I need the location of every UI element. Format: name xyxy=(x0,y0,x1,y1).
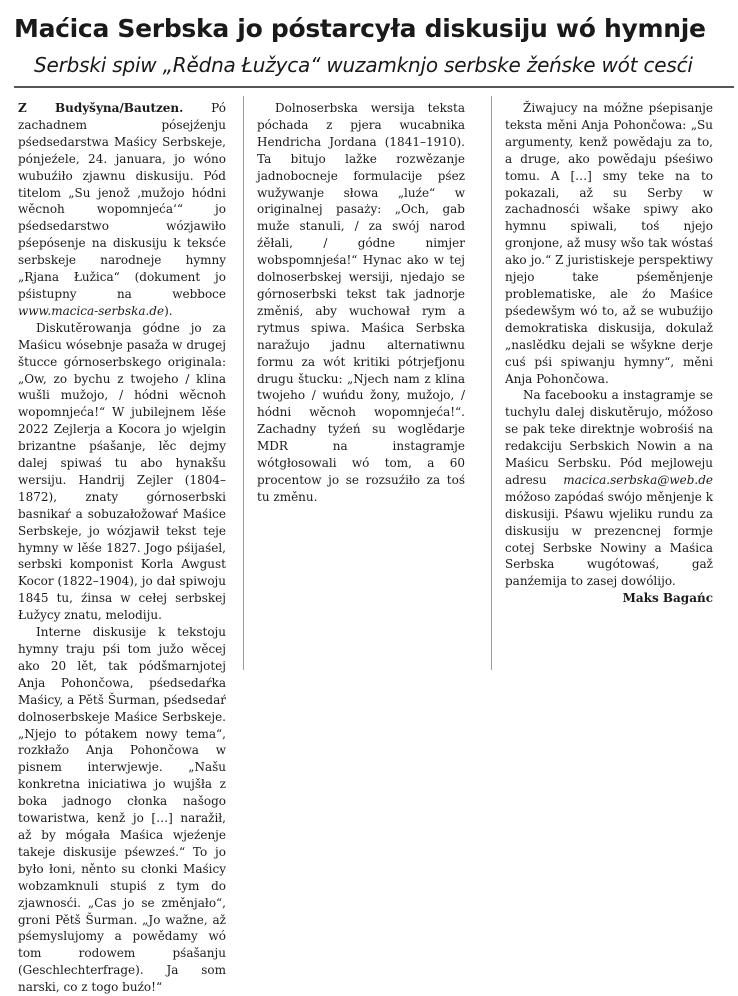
article-subheadline: Serbski spiw „Rědna Łužyca“ wuzamknjo serbske žeńske wót cesći xyxy=(34,53,693,77)
paragraph-6 xyxy=(505,387,713,606)
paragraph-intro-end: ). xyxy=(164,303,173,318)
column-1 xyxy=(18,100,226,995)
header-divider xyxy=(14,86,734,88)
paragraph-2: Diskutěrowanja gódne jo za Maśicu wósebnje pasaža w drugej štucce górnoserbskego originala: „Ow, zo bychu z twojeho / klina wušli mužojo, / hódni wěcnoh wopomnjeća!“ W jubilejnem lěśe 2022 Zejlerja a Kocora jo wjelgin brizantne pśašanje, lěc dejmy dalej spiwaś tu abo hynakšu wersiju. Handrij Zejler (1804–1872), znaty górnoserbski basnikaŕ a sobuzałožowaŕ Maśice Serbskeje, jo wózjawił tekst teje hymny w lěśe 1827. Jogo pśijaśel, serbski komponist Korla Awgust Kocor (1822–1904), jo dał spiwoju 1845 tu, źinsa w cełej serbskej Łužycy znatu, melodiju. xyxy=(18,320,226,623)
paragraph-4: Dolnoserbska wersija teksta póchada z pjera wucabnika Hendricha Jordana (1841–1910). Ta bitujo lažke rozwězanje jadnobocneje formulacije pśez wužywanje słowa „luźe“ w originalnej pasaży: „Och, gab muže stanuli, / za swój narod źěłali, / gódne nimjer wobspomnjeśa!“ Hynac ako w tej dolnoserbskej wersiji, njedajo se górnoserbski tekst tak jadnorje změniś, aby wuchował rym a rytmus spiwa. Maśica Serbska naražujo jadnu alternatiwnu formu za wót kritiki pótrjefjonu drugu štucku: „Njech nam z klina twojeho / wuńdu žony, mužojo, / hódni wěcnoh wopomnjeća!“. Zachadny tyźeń su woglědarje MDR na instagramje wótgłosowali wó tom, a 60 procentow jo se rozsuźiło za toś tu změnu. xyxy=(257,101,465,504)
paragraph-6-end: móžoso zapódaś swójo měnjenje k diskusiji. Pśawu wjeliku rundu za diskusiju w prezencnej formje cotej Serbske Nowiny a Maśica Serbska wugótowaś, gaž panźemija to zasej dowólijo. xyxy=(505,489,713,589)
column-separator xyxy=(243,96,244,670)
paragraph-intro xyxy=(18,100,226,320)
paragraph-intro-text: Pó zachadnem pósejźenju pśedsedarstwa Maśicy Serbskeje, pónjeźele, 24. januara, jo wóno wubuźiło zjawnu diskusiju. Pód titelom „Su jenož ‚mužojo hódni wěcnoh wopomnjeća‘“ jo pśedsedarstwo wózjawiło pśepósenje na diskusiju k teksće serbskeje narodneje hymny „Rjana Łužica“ (dokument jo pśistupny na webboce xyxy=(18,101,226,301)
author-byline: Maks Bagańc xyxy=(622,591,713,606)
website-link[interactable]: www.macica-serbska.de xyxy=(18,303,165,318)
email-link[interactable]: macica.serbska@web.de xyxy=(563,472,713,487)
paragraph-3: Interne diskusije k tekstoju hymny traju pśi tom južo wěcej ako 20 lět, tak pódšmarnjotej Anja Pohončowa, pśedsedaŕka Maśicy, a Pětš Šurman, pśedsedaŕ dolnoserbskeje Maśice Serbskeje. „Njejo to pótakem nowy tema“, rozkłažo Anja Pohončowa w pisnem interwjewje. „Našu konkretna iniciatiwa jo wujšła z boka jadnogo cłonka našogo towaristwa, kenž jo […] naražił, až by mógała Maśica wjeźenje takeje diskusije pśewześ.“ To jo było łoni, něnto su cłonki Maśicy wobzamknuli stupiś z tym do zjawnosći. „Cas jo se změnjało“, groni Pětš Šurman. „Jo wažne, až pśemyslujomy a powědamy wó tom rodowem pśašanju (Geschlechterfrage). Ja som narski, co z togo buźo!“ xyxy=(18,625,226,995)
article-headline: Maćica Serbska jo póstarcyła diskusiju wó hymnje xyxy=(14,14,706,43)
paragraph-5: Žiwajucy na móžne pśepisanje teksta měni Anja Pohončowa: „Su argumenty, kenž powědaju za to, a druge, ako powědaju pśeśiwo tomu. A […] smy teke na to pokazali, až su Serby w zachadnosći wšake spiwy ako hymnu spiwali, toś njejo gronjone, až musy wšo tak wóstaś ako jo.“ Z juristiskeje perspektiwy njejo take pśeměnjenje problematiske, ale źo Maśice pśedewšym wó to, až se wubuźijo demokratiska diskusija, dokulaž „naslědku dejali se wšykne derje cuś pśi spiwanju hymny“, měni Anja Pohončowa. xyxy=(505,101,713,386)
paragraph-6-text: Na facebooku a instagramje se tuchylu dalej diskutěrujo, móžoso se pak teke direktnje wobrośiś na redakciju Serbskich Nowin a na Maśicu Serbsku. Pód mejloweju adresu xyxy=(505,388,713,487)
column-separator xyxy=(491,96,492,670)
dateline: Z Budyšyna/Bautzen. xyxy=(18,101,184,115)
column-2 xyxy=(257,100,465,670)
column-3 xyxy=(505,100,713,670)
